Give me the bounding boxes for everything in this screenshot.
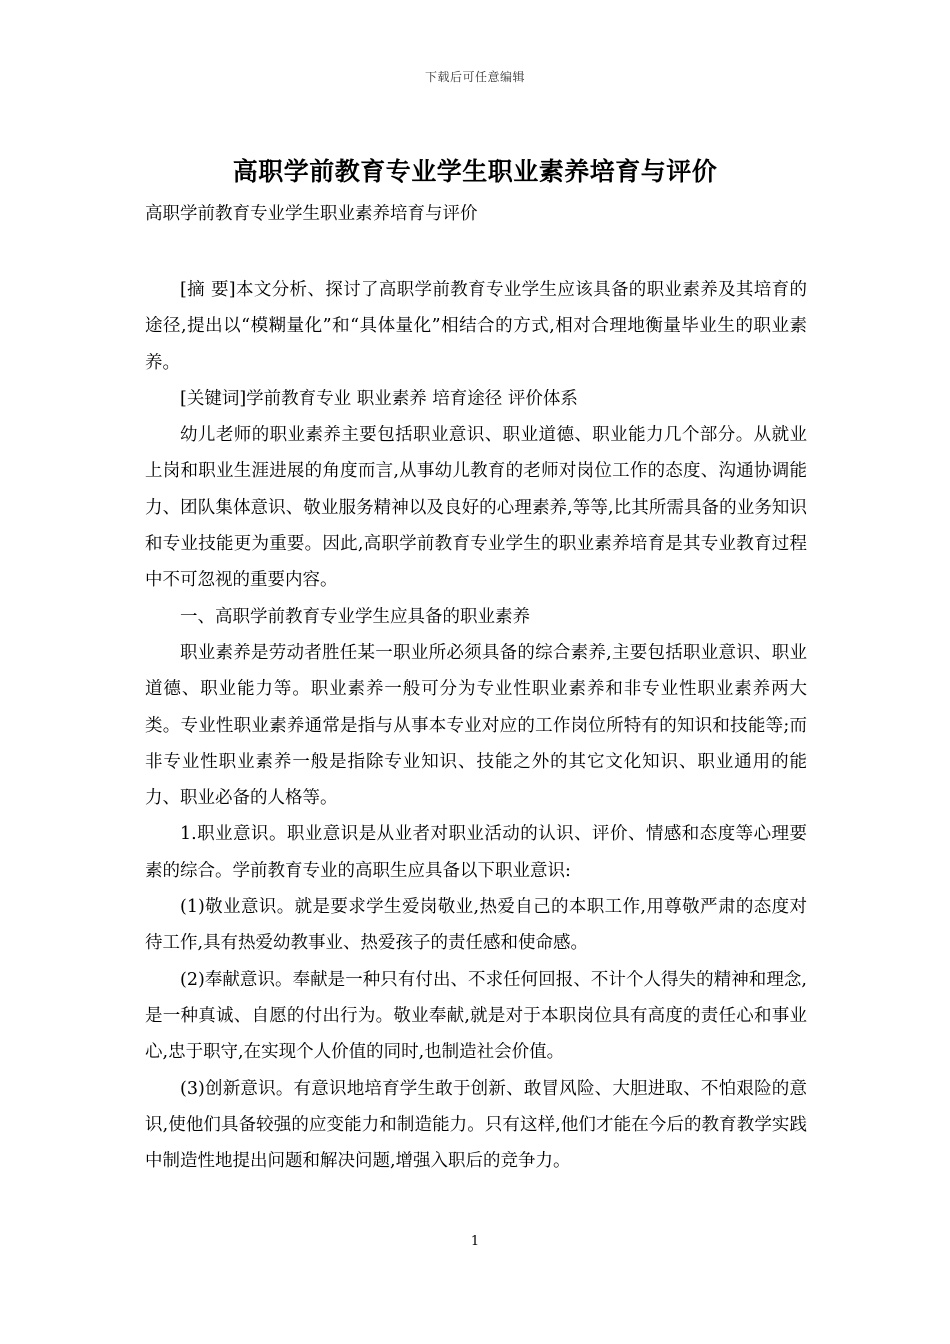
body-paragraph: (2)奉献意识。奉献是一种只有付出、不求任何回报、不计个人得失的精神和理念,是一种真诚、自愿的付出行为。敬业奉献,就是对于本职岗位具有高度的责任心和事业心,忠于职守,在实现个人价值的同时,也制造社会价值。 (145, 969, 807, 1063)
section-heading: 一、高职学前教育专业学生应具备的职业素养 (180, 606, 530, 627)
document-title: 高职学前教育专业学生职业素养培育与评价 (232, 157, 718, 186)
abstract-paragraph: [摘 要]本文分析、探讨了高职学前教育专业学生应该具备的职业素养及其培育的途径,提出以“模糊量化”和“具体量化”相结合的方式,相对合理地衡量毕业生的职业素养。 (145, 280, 807, 373)
document-subtitle: 高职学前教育专业学生职业素养培育与评价 (145, 204, 478, 224)
body-paragraph: 1.职业意识。职业意识是从业者对职业活动的认识、评价、情感和态度等心理要素的综合。学前教育专业的高职生应具备以下职业意识: (145, 824, 807, 881)
body-paragraph: (3)创新意识。有意识地培育学生敢于创新、敢冒风险、大胆进取、不怕艰险的意识,使他们具备较强的应变能力和制造能力。只有这样,他们才能在今后的教育教学实践中制造性地提出问题和解决问题,增强入职后的竞争力。 (145, 1078, 807, 1172)
body-paragraph: 职业素养是劳动者胜任某一职业所必须具备的综合素养,主要包括职业意识、职业道德、职业能力等。职业素养一般可分为专业性职业素养和非专业性职业素养两大类。专业性职业素养通常是指与从事本专业对应的工作岗位所特有的知识和技能等;而非专业性职业素养一般是指除专业知识、技能之外的其它文化知识、职业通用的能力、职业必备的人格等。 (145, 642, 807, 809)
page-number: 1 (470, 1234, 480, 1249)
body-paragraph: 幼儿老师的职业素养主要包括职业意识、职业道德、职业能力几个部分。从就业上岗和职业生涯进展的角度而言,从事幼儿教育的老师对岗位工作的态度、沟通协调能力、团队集体意识、敬业服务精神以及良好的心理素养,等等,比其所需具备的业务知识和专业技能更为重要。因此,高职学前教育专业学生的职业素养培育是其专业教育过程中不可忽视的重要内容。 (145, 425, 807, 591)
page-header-note: 下载后可任意编辑 (424, 70, 525, 84)
keywords-paragraph: [关键词]学前教育专业 职业素养 培育途径 评价体系 (180, 388, 578, 409)
body-paragraph: (1)敬业意识。就是要求学生爱岗敬业,热爱自己的本职工作,用尊敬严肃的态度对待工作,具有热爱幼教事业、热爱孩子的责任感和使命感。 (145, 897, 807, 954)
document-body (145, 272, 807, 1179)
